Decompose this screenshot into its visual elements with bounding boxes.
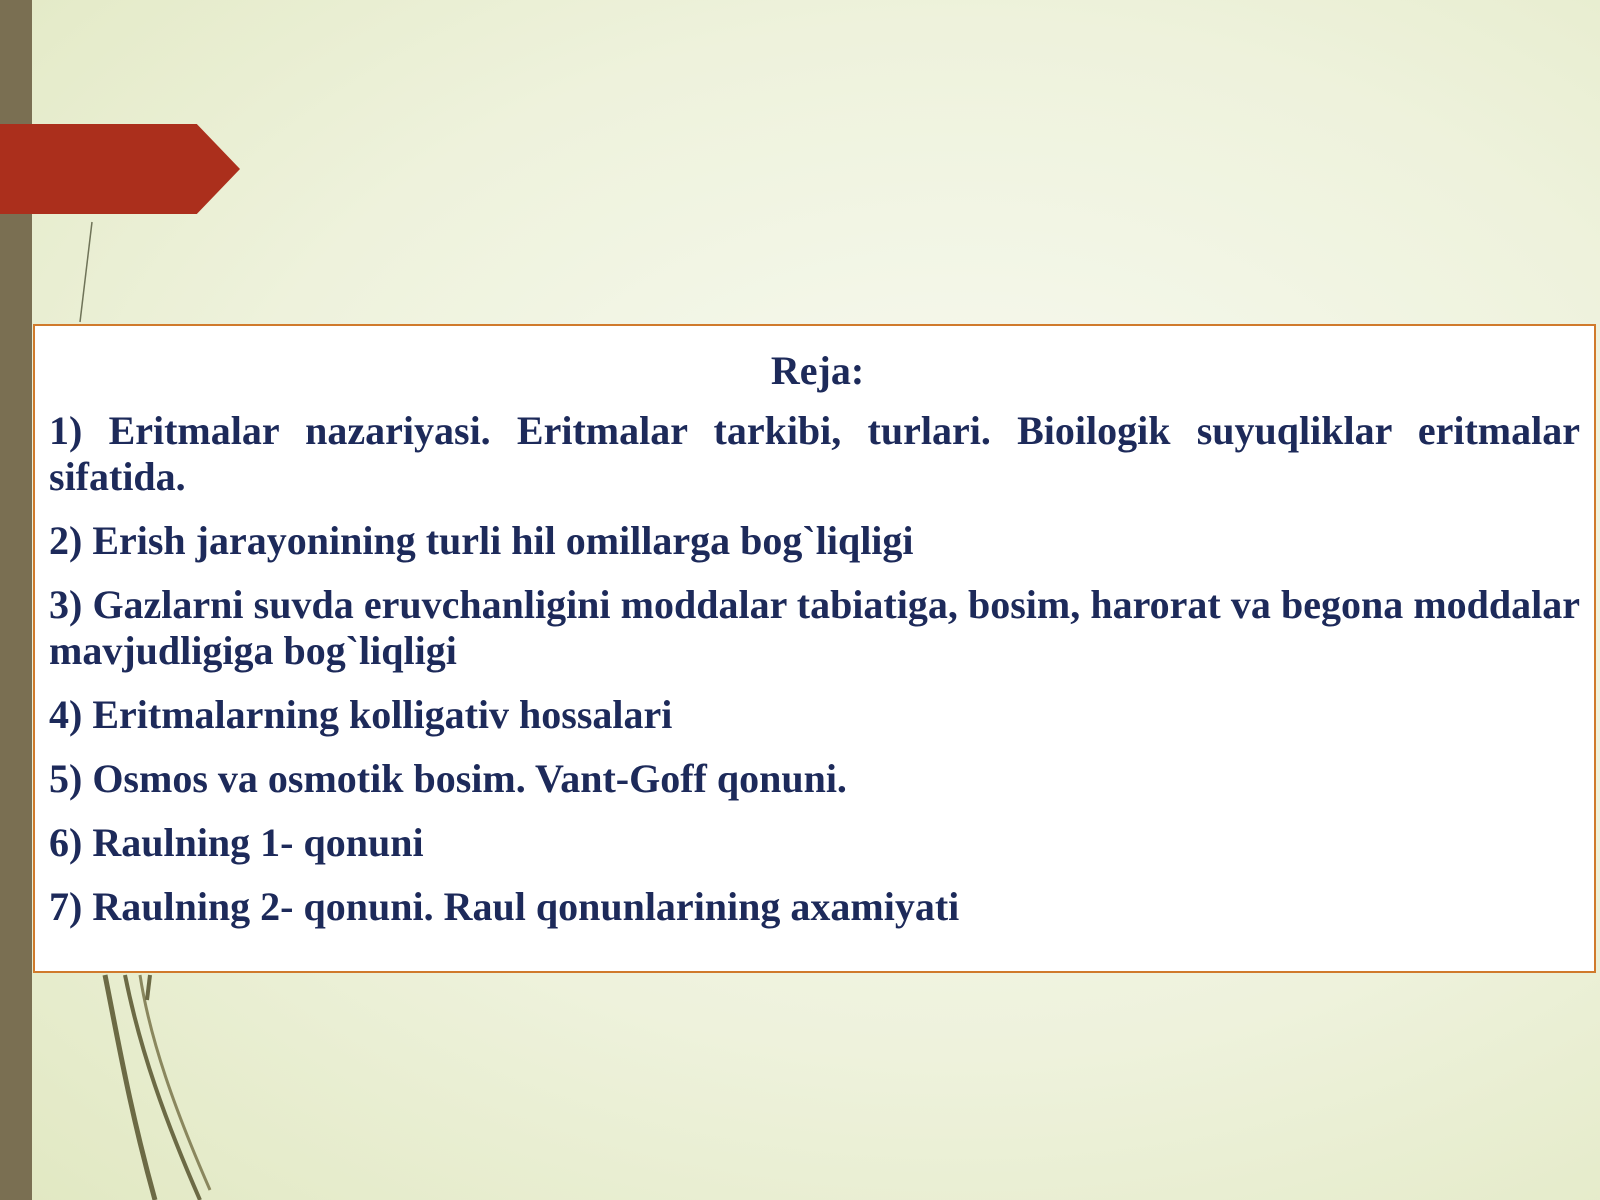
slide-title: Reja: bbox=[770, 348, 865, 393]
plan-item-7: 7) Raulning 2- qonuni. Raul qonunlarining axamiyati bbox=[49, 884, 960, 929]
plan-item-2: 2) Erish jarayonining turli hil omillarga bog`liqligi bbox=[49, 518, 914, 563]
plan-content-box bbox=[33, 324, 1596, 973]
plan-item-1: 1) Eritmalar nazariyasi. Eritmalar tarkibi, turlari. Bioilogik suyuqliklar eritmalar sifatida. bbox=[49, 408, 1580, 499]
plan-item-5: 5) Osmos va osmotik bosim. Vant-Goff qonuni. bbox=[49, 756, 847, 801]
plan-item-3: 3) Gazlarni suvda eruvchanligini moddalar tabiatiga, bosim, harorat va begona moddalar mavjudligiga bog`liqligi bbox=[49, 582, 1580, 673]
plan-item-4: 4) Eritmalarning kolligativ hossalari bbox=[49, 692, 673, 737]
plan-item-6: 6) Raulning 1- qonuni bbox=[49, 820, 424, 865]
